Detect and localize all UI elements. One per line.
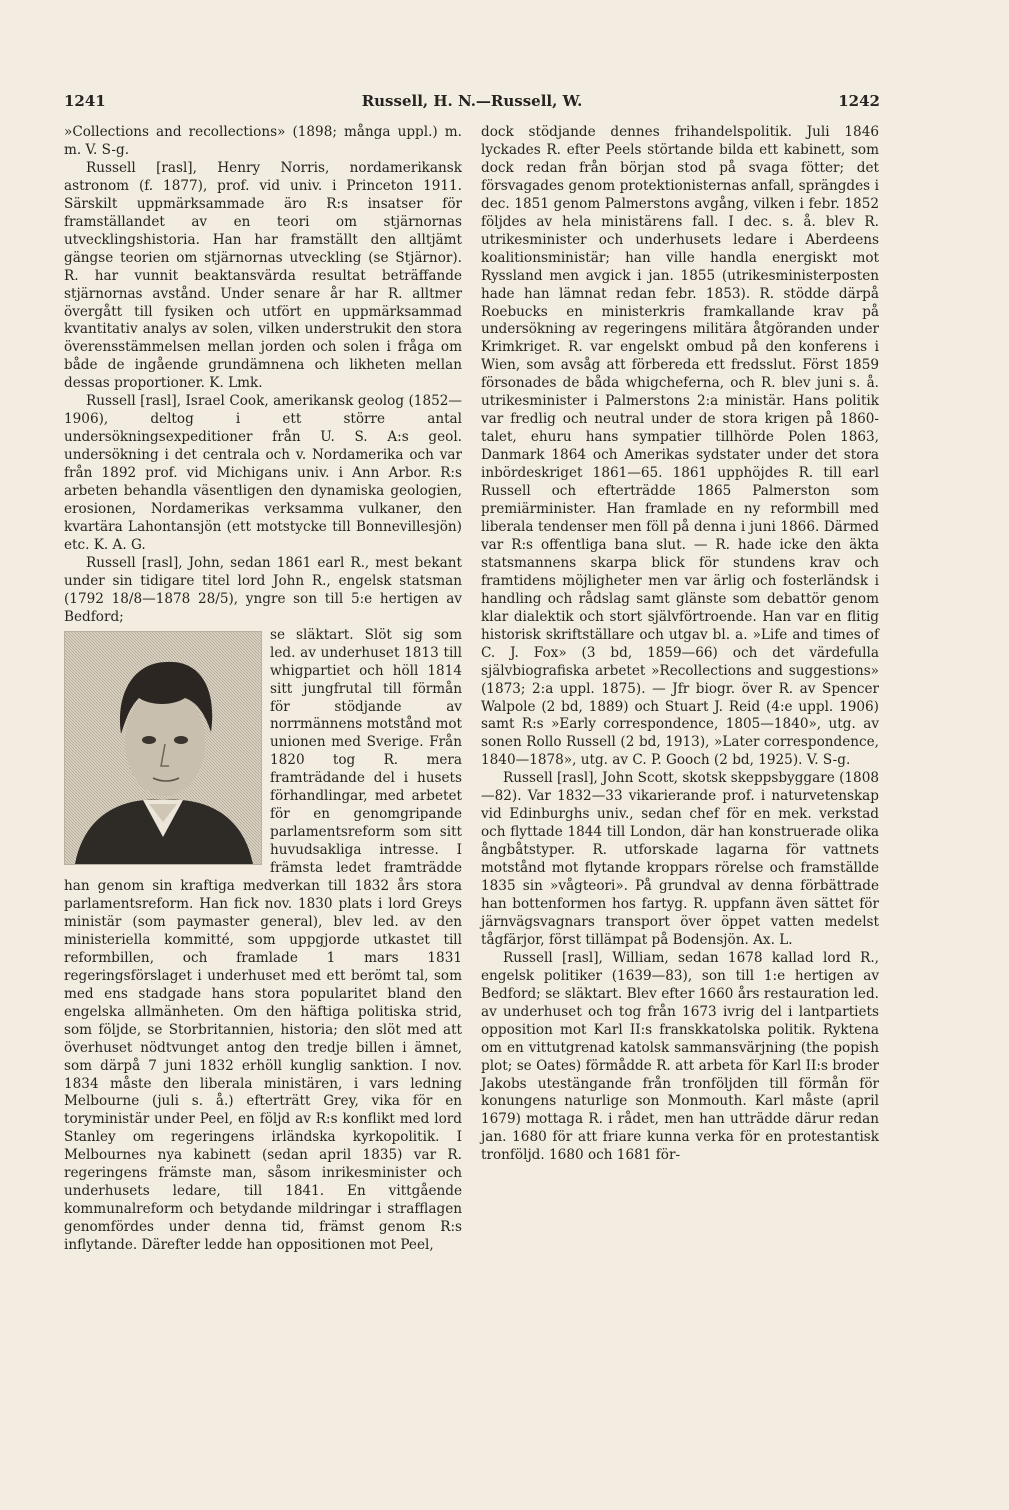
entry-william-russell: Russell [rasl], William, sedan 1678 kallad lord R., engelsk politiker (1639—83), son till 1:e hertigen av Bedford; se släktart. Blev efter 1660 års restauration led. av underhuset och tog från 1673 ivrig del i lantpartiets opposition mot Karl II:s franskkatolska politik. Ryktena om en vittutgrenad katolsk sammansvärjning (the popish plot; se Oates) förmådde R. att arbeta för Karl II:s broder Jakobs utestängande från tronföljden till förmån för konungens naturlige son Monmouth. Karl måste (april 1679) mottaga R. i rådet, men han utträdde därur redan jan. 1680 för att friare kunna verka för en protestantisk tronföljd. 1680 och 1681 för- [481,949,879,1164]
entry-john-russell-body: se släktart. Slöt sig som led. av underhuset 1813 till whigpartiet och höll 1814 sitt jungfrutal till förmån för stödjande av norrmännens motstånd mot unionen med Sverige. Från 1820 tog R. mera framträdande del i husets förhandlingar, med arbetet för en genomgripande parlamentsreform som sitt huvudsakliga intresse. I främsta ledet framträdde han genom sin kraftiga medverkan till 1832 års stora parlamentsreform. Han fick nov. 1830 plats i lord Greys ministär (som paymaster general), blev led. av den ministeriella kommitté, som uppgjorde utkastet till reformbillen, och framlade 1 mars 1831 regeringsförslaget i underhuset med ett berömt tal, som med ens stadgade hans stora popularitet bland den engelska allmänheten. Om den häftiga politiska strid, som följde, se Storbritannien, historia; den slöt med att överhuset nödtvunget antog den tredje billen i ämnet, som därpå 7 juni 1832 erhöll kunglig sanktion. I nov. 1834 måste den liberala ministären, i vars ledning Melbourne (juli s. å.) efterträtt Grey, vika för en toryministär under Peel, en följd av R:s konflikt med lord Stanley om regeringens irländska kyrkopolitik. I Melbournes nya kabinett (sedan april 1835) var R. regeringens främste man, såsom inrikesminister och underhusets ledare, till 1841. En vittgående kommunalreform och betydande mildringar i strafflagen genomfördes under denna tid, främst genom R:s inflytande. Därefter ledde han oppositionen mot Peel, [64,626,462,1254]
entry-john-russell-intro: Russell [rasl], John, sedan 1861 earl R., mest bekant under sin tidigare titel lord John R., engelsk statsman (1792 18/8—1878 28/5), yngre son till 5:e hertigen av Bedford; [64,554,462,625]
entry-israel-cook-russell: Russell [rasl], Israel Cook, amerikansk geolog (1852—1906), deltog i ett större antal undersökningsexpeditioner från U. S. A:s geol. undersökning i det centrala och v. Nordamerika och var från 1892 prof. vid Michigans univ. i Ann Arbor. R:s arbeten behandla väsentligen den dynamiska geologien, erosionen, Nordamerikas verksamma vulkaner, den kvartära Lahontansjön (ett motstycke till Bonnevillesjön) etc. K. A. G. [64,393,462,553]
left-column [64,124,462,1255]
entry-john-scott-russell: Russell [rasl], John Scott, skotsk skeppsbyggare (1808—82). Var 1832—33 vikarierande prof. i naturvetenskap vid Edinburghs univ., sedan chef för en mek. verkstad och flyttade 1844 till London, där han konstruerade olika ångbåtstyper. R. utforskade lagarna för vattnets motstånd mot flytande kroppars rörelse och framställde 1835 sin »vågteori». På grundval av denna förbättrade han bottenformen hos fartyg. R. uppfann även sättet för järnvägsvagnars transport över öppet vatten medelst tågfärjor, först tillämpat på Bodensjön. Ax. L. [481,770,880,948]
portrait-john-russell [64,631,262,865]
portrait-engraving [65,632,261,864]
right-column [481,124,879,1165]
running-title: Russell, H. N.—Russell, W. [361,92,583,110]
page-number-right: 1242 [838,92,880,110]
entry-john-russell-continued: dock stödjande dennes frihandelspolitik. Juli 1846 lyckades R. efter Peels störtande bilda ett kabinett, som dock redan från början stod på svaga fötter; det försvagades genom protektionisternas anfall, sprängdes i dec. 1851 genom Palmerstons avgång, vilken i febr. 1852 följdes av hela ministärens fall. I dec. s. å. blev R. utrikesminister och underhusets ledare i Aberdeens koalitionsministär; han ville handla energiskt mot Ryssland men avgick i jan. 1855 (utrikesministerposten hade han lämnat redan febr. 1853). R. stödde därpå Roebucks en ministerkris framkallande krav på undersökning av regeringens militära åtgöranden under Krimkriget. R. var engelskt ombud på den konferens i Wien, som avsåg att förbereda ett fredsslut. Först 1859 försonades de båda whigcheferna, och R. blev juni s. å. utrikesminister i Palmerstons 2:a ministär. Hans politik var fredlig och neutral under de stora krigen på 1860-talet, ehuru hans sympatier tillhörde Polen 1863, Danmark 1864 och Amerikas sydstater under det stora inbördeskriget 1861—65. 1861 upphöjdes R. till earl Russell och efterträdde 1865 Palmerston som premiärminister. Han framlade en ny reformbill med liberala tendenser men föll på denna i juni 1866. Därmed var R:s offentliga bana slut. — R. hade icke den äkta statsmannens skarpa blick för stundens krav och framtidens möjligheter men var ärlig och fosterländsk i handling och rådslag samt glänste som debattör genom klar dialektik och stort självförtroende. Han var en flitig historisk skriftställare och utgav bl. a. »Life and times of C. J. Fox» (3 bd, 1859—66) och det värdefulla självbiografiska arbetet »Recollections and suggestions» (1873; 2:a uppl. 1875). — Jfr biogr. över R. av Spencer Walpole (2 bd, 1889) och Stuart J. Reid (4:e uppl. 1906) samt R:s »Early correspondence, 1805—1840», utg. av sonen Rollo Russell (2 bd, 1913), »Later correspondence, 1840—1878», utg. av C. P. Gooch (2 bd, 1925). V. S-g. [481,124,879,769]
page-number-left: 1241 [64,92,106,110]
collections-continuation: »Collections and recollections» (1898; många uppl.) m. m. V. S-g. [64,124,462,158]
entry-henry-norris-russell: Russell [rasl], Henry Norris, nordamerikansk astronom (f. 1877), prof. vid univ. i Princeton 1911. Särskilt uppmärksammade äro R:s insatser för framställandet av en teori om stjärnornas utvecklingshistoria. Han har framställt den alltjämt gängse teorien om stjärnornas utveckling (se Stjärnor). R. har vunnit beaktansvärda resultat beträffande stjärnornas avstånd. Under senare år har R. alltmer övergått till fysiken och utfört en uppmärksammad kvantitativ analys av solen, vilken understrukit den stora överensstämmelsen mellan jorden och solen i fråga om både de ingående grundämnena och likheten mellan dessas proportioner. K. Lmk. [64,159,462,392]
page-header [64,92,880,114]
